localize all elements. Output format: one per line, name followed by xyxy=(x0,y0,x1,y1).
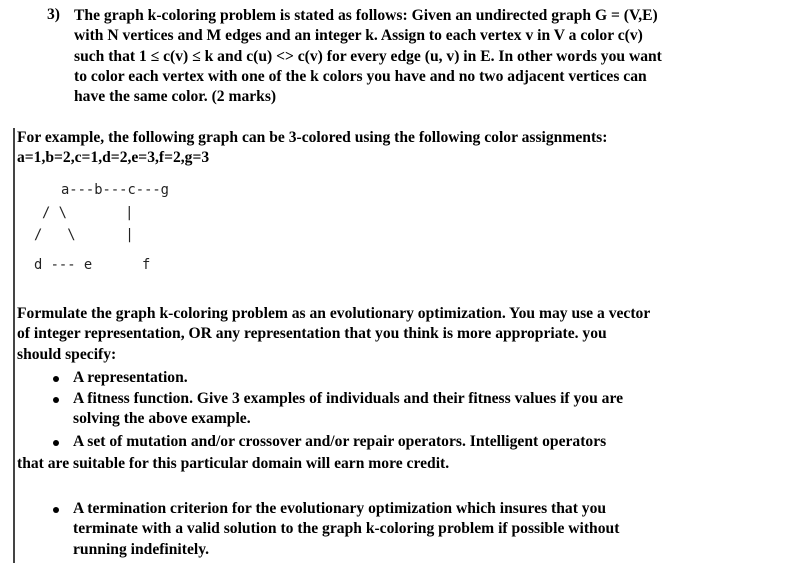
operators-continuation xyxy=(17,454,449,474)
graph-line: / \ | xyxy=(34,227,134,243)
example-line: For example, the following graph can be 3-colored using the following color assignments: xyxy=(17,129,608,146)
formulate-line: Formulate the graph k-coloring problem as an evolutionary optimization. You may use a vector xyxy=(17,305,651,322)
question-line: with N vertices and M edges and an integer k. Assign to each vertex v in V a color c(v) xyxy=(74,27,643,45)
question-statement xyxy=(74,6,662,107)
bullet-line: running indefinitely. xyxy=(73,540,210,558)
bullet-item-termination xyxy=(73,499,619,560)
bullet-dot xyxy=(53,440,59,446)
bullet-item-operators xyxy=(73,432,606,452)
question-line: such that 1 ≤ c(v) ≤ k and c(u) <> c(v) for every edge (u, v) in E. In other words you want xyxy=(74,47,662,65)
graph-line: / \ | xyxy=(42,205,134,221)
bullet-line: A fitness function. Give 3 examples of individuals and their fitness values if you are xyxy=(73,390,624,407)
left-margin-rule xyxy=(13,128,15,563)
formulate-line: should specify: xyxy=(17,345,117,363)
bullet-dot xyxy=(53,397,59,403)
bullet-dot xyxy=(53,507,59,513)
bullet-dot xyxy=(53,376,59,382)
question-line: have the same color. (2 marks) xyxy=(74,88,277,106)
bullet-line: A representation. xyxy=(73,369,188,386)
bullet-item-representation xyxy=(73,368,188,388)
graph-line: a---b---c---g xyxy=(61,182,169,198)
formulate-line: of integer representation, OR any representation that you think is more appropriate. you xyxy=(17,325,607,343)
formulate-paragraph xyxy=(17,304,650,365)
color-assignment: a=1,b=2,c=1,d=2,e=3,f=2,g=3 xyxy=(17,149,210,167)
graph-line: d --- e f xyxy=(34,257,151,273)
bullet-line: solving the above example. xyxy=(73,410,251,428)
bullet-line: terminate with a valid solution to the graph k-coloring problem if possible without xyxy=(73,520,620,538)
example-paragraph xyxy=(17,128,607,169)
question-line: The graph k-coloring problem is stated as follows: Given an undirected graph G = (V,E) xyxy=(74,7,658,24)
question-line: to color each vertex with one of the k colors you have and no two adjacent vertices can xyxy=(74,67,647,85)
bullet-line: A termination criterion for the evolutionary optimization which insures that you xyxy=(73,500,607,517)
question-number: 3) xyxy=(47,6,60,23)
bullet-line: A set of mutation and/or crossover and/or repair operators. Intelligent operators xyxy=(73,433,607,450)
bullet-line: that are suitable for this particular domain will earn more credit. xyxy=(17,455,450,472)
bullet-item-fitness xyxy=(73,389,623,430)
